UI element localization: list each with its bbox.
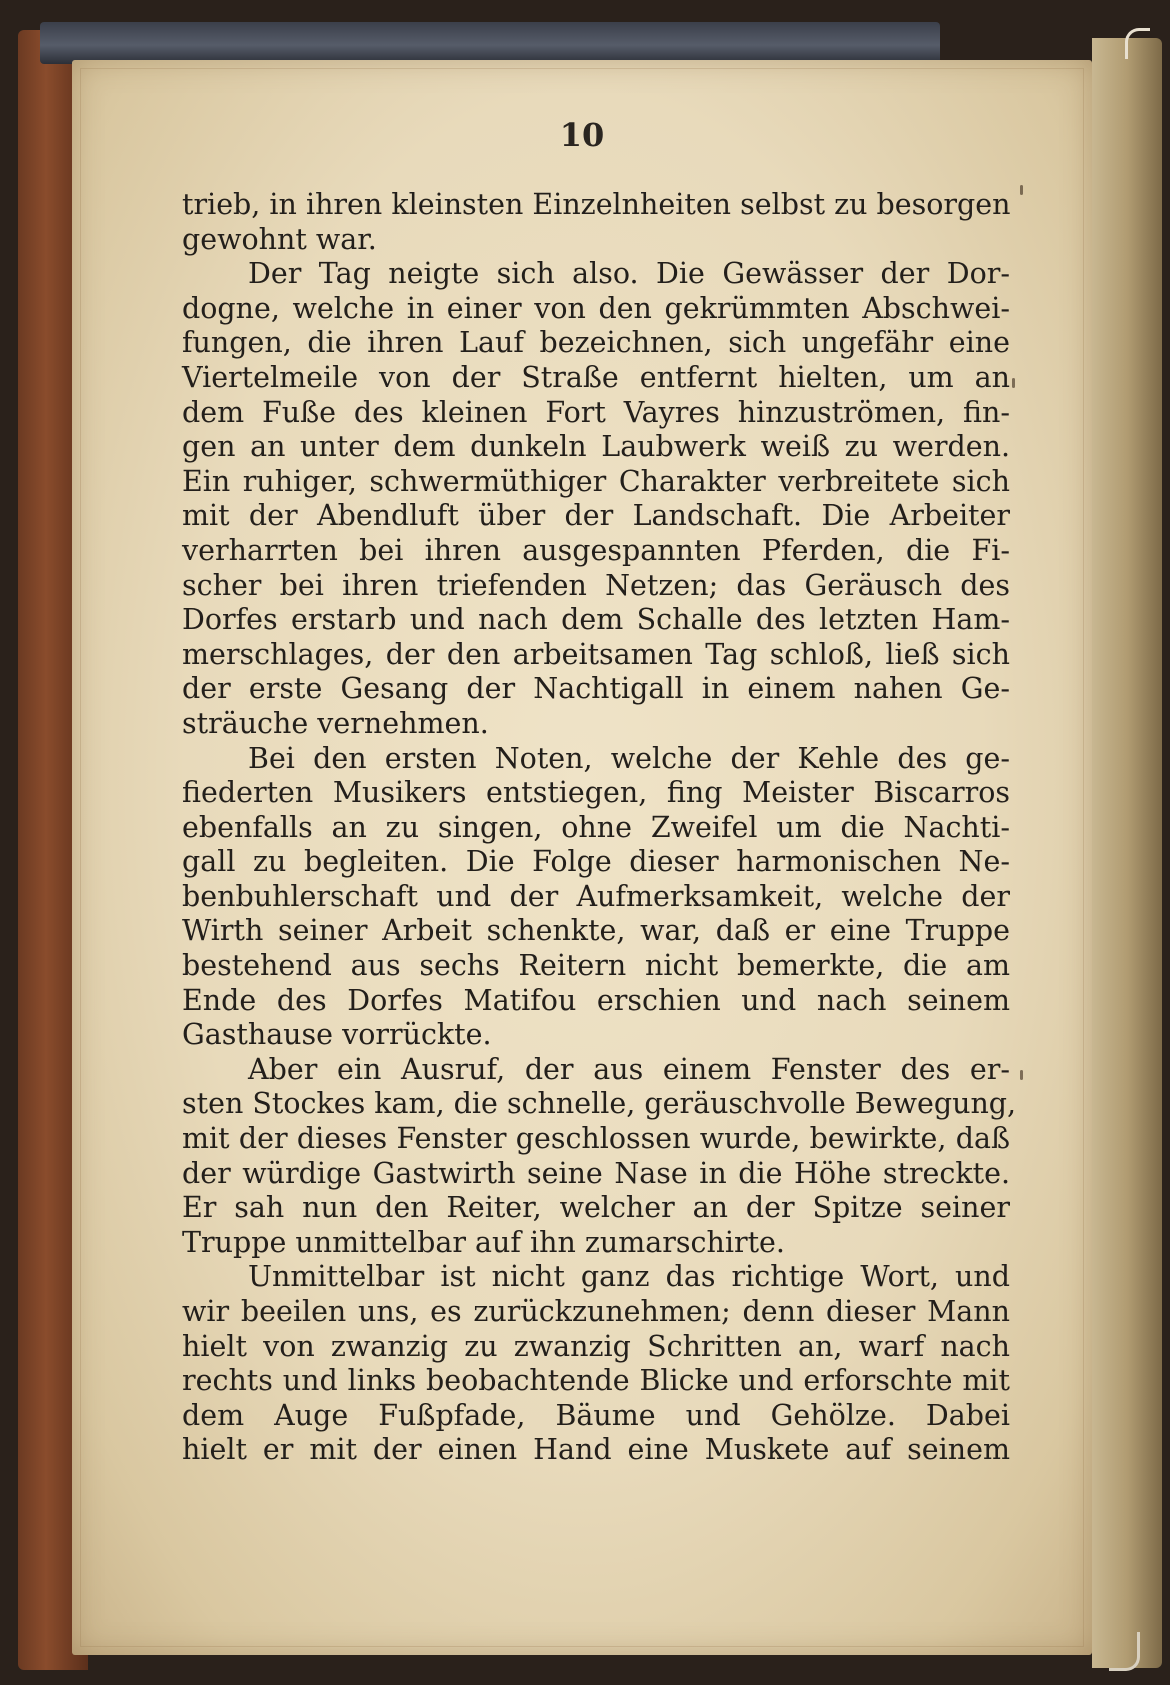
text-line: Ende des Dorfes Matifou erschien und nach seinem — [182, 983, 1010, 1017]
body-text — [182, 188, 1017, 1468]
ink-speck — [1012, 378, 1015, 388]
text-line: gall zu begleiten. Die Folge dieser harmonischen Ne- — [182, 845, 1010, 879]
text-line: fungen, die ihren Lauf bezeichnen, sich ungefähr eine — [182, 326, 1010, 360]
text-line: Bei den ersten Noten, welche der Kehle des ge- — [248, 741, 1010, 775]
text-line: Der Tag neigte sich also. Die Gewässer der Dor- — [248, 257, 1010, 291]
text-line: trieb, in ihren kleinsten Einzelnheiten selbst zu besorgen — [182, 188, 1011, 221]
text-line: hielt von zwanzig zu zwanzig Schritten an, warf nach — [182, 1329, 1010, 1363]
text-line: merschlages, der den arbeitsamen Tag schloß, ließ sich — [182, 637, 1010, 671]
text-line: Unmittelbar ist nicht ganz das richtige Wort, und — [248, 1260, 1010, 1294]
text-line: Aber ein Ausruf, der aus einem Fenster des er- — [248, 1052, 1010, 1086]
text-line: dem Fuße des kleinen Fort Vayres hinzuströmen, fin- — [182, 395, 1010, 429]
book-page-edges-right — [1092, 38, 1162, 1668]
text-line: wir beeilen uns, es zurückzunehmen; denn dieser Mann — [182, 1295, 1010, 1328]
text-line: Wirth seiner Arbeit schenkte, war, daß er eine Truppe — [182, 914, 1010, 948]
text-line: Gasthause vorrückte. — [182, 1018, 492, 1052]
page-number: 10 — [559, 116, 605, 154]
text-line: dogne, welche in einer von den gekrümmten Abschwei- — [182, 291, 1010, 325]
text-line: scher bei ihren triefenden Netzen; das Geräusch des — [182, 568, 1010, 602]
text-line: Viertelmeile von der Straße entfernt hielten, um an — [182, 360, 1010, 394]
text-line: hielt er mit der einen Hand eine Muskete auf seinem — [182, 1433, 1010, 1467]
text-line: rechts und links beobachtende Blicke und erforschte mit — [182, 1364, 1010, 1398]
ribbon-marker-top — [1125, 28, 1150, 59]
text-line: sträuche vernehmen. — [182, 706, 489, 740]
ink-speck — [1020, 1070, 1023, 1080]
text-line: ebenfalls an zu singen, ohne Zweifel um die Nachti- — [182, 810, 1010, 844]
book-page — [72, 60, 1092, 1655]
text-line: gen an unter dem dunkeln Laubwerk weiß zu werden. — [182, 430, 1010, 464]
text-line: fiederten Musikers entstiegen, fing Meister Biscarros — [182, 776, 1010, 810]
text-line: der würdige Gastwirth seine Nase in die Höhe streckte. — [182, 1156, 1010, 1190]
text-line: mit der Abendluft über der Landschaft. Die Arbeiter — [182, 499, 1010, 533]
text-line: sten Stockes kam, die schnelle, geräuschvolle Bewegung, — [182, 1087, 1017, 1121]
text-line: verharrten bei ihren ausgespannten Pferden, die Fi- — [182, 533, 1010, 567]
ribbon-marker-bottom — [1109, 1632, 1140, 1671]
text-line: benbuhlerschaft und der Aufmerksamkeit, welche der — [182, 879, 1010, 913]
text-line: dem Auge Fußpfade, Bäume und Gehölze. Dabei — [182, 1398, 1010, 1432]
text-line: gewohnt war. — [182, 222, 377, 256]
text-line: mit der dieses Fenster geschlossen wurde, bewirkte, daß — [182, 1122, 1010, 1156]
text-line: der erste Gesang der Nachtigall in einem nahen Ge- — [182, 672, 1010, 706]
text-line: bestehend aus sechs Reitern nicht bemerkte, die am — [182, 949, 1010, 983]
ink-speck — [1020, 185, 1023, 195]
text-line: Dorfes erstarb und nach dem Schalle des letzten Ham- — [182, 603, 1010, 637]
text-line: Ein ruhiger, schwermüthiger Charakter verbreitete sich — [182, 464, 1010, 498]
text-line: Truppe unmittelbar auf ihn zumarschirte. — [182, 1225, 785, 1259]
text-line: Er sah nun den Reiter, welcher an der Spitze seiner — [182, 1191, 1010, 1225]
book-binding-top — [40, 22, 940, 64]
